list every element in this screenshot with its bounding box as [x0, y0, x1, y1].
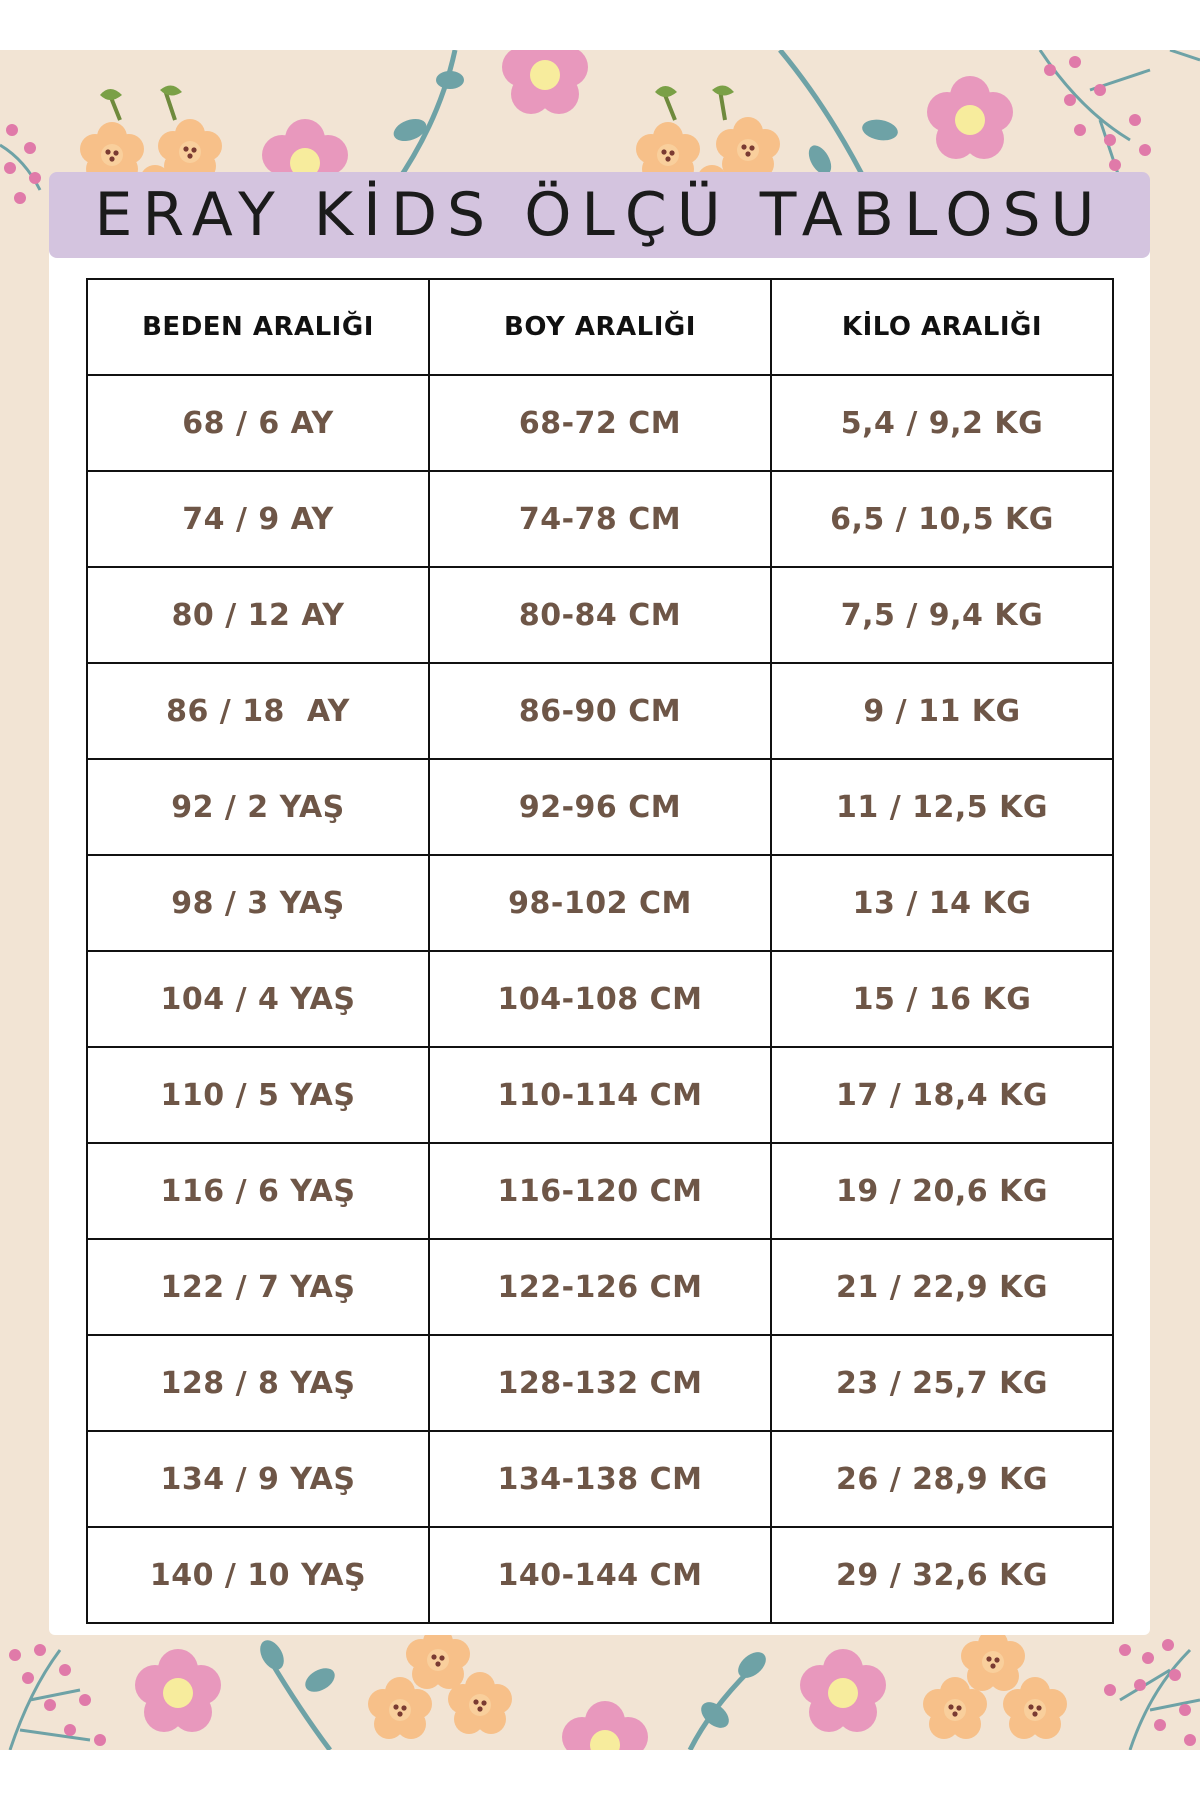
cell-kilo: 11 / 12,5 KG — [771, 759, 1113, 855]
table-row — [87, 759, 1113, 855]
cell-beden: 128 / 8 YAŞ — [87, 1335, 429, 1431]
table-row — [87, 1143, 1113, 1239]
cell-kilo: 19 / 20,6 KG — [771, 1143, 1113, 1239]
cell-boy: 128-132 CM — [429, 1335, 771, 1431]
table-row — [87, 1527, 1113, 1623]
cell-boy: 110-114 CM — [429, 1047, 771, 1143]
header-cell-kilo: KİLO ARALIĞI — [771, 279, 1113, 375]
cell-boy: 134-138 CM — [429, 1431, 771, 1527]
bottom-left-berry-branch-icon — [9, 1644, 106, 1750]
cell-beden: 68 / 6 AY — [87, 375, 429, 471]
cell-kilo: 9 / 11 KG — [771, 663, 1113, 759]
header-cell-beden: BEDEN ARALIĞI — [87, 279, 429, 375]
title-banner — [49, 172, 1150, 258]
cell-kilo: 17 / 18,4 KG — [771, 1047, 1113, 1143]
bottom-right-leaf-sprig-icon — [690, 1647, 771, 1750]
cell-boy: 104-108 CM — [429, 951, 771, 1047]
cell-boy: 122-126 CM — [429, 1239, 771, 1335]
cell-kilo: 6,5 / 10,5 KG — [771, 471, 1113, 567]
table-row — [87, 375, 1113, 471]
cell-beden: 74 / 9 AY — [87, 471, 429, 567]
cell-beden: 80 / 12 AY — [87, 567, 429, 663]
cell-boy: 140-144 CM — [429, 1527, 771, 1623]
cell-beden: 110 / 5 YAŞ — [87, 1047, 429, 1143]
cell-kilo: 21 / 22,9 KG — [771, 1239, 1113, 1335]
cell-kilo: 29 / 32,6 KG — [771, 1527, 1113, 1623]
header-cell-boy: BOY ARALIĞI — [429, 279, 771, 375]
cell-boy: 80-84 CM — [429, 567, 771, 663]
cell-boy: 98-102 CM — [429, 855, 771, 951]
cell-beden: 116 / 6 YAŞ — [87, 1143, 429, 1239]
cell-beden: 140 / 10 YAŞ — [87, 1527, 429, 1623]
bottom-right-berry-branch-icon — [1104, 1639, 1200, 1750]
cell-kilo: 13 / 14 KG — [771, 855, 1113, 951]
cell-beden: 104 / 4 YAŞ — [87, 951, 429, 1047]
table-row — [87, 855, 1113, 951]
cell-boy: 116-120 CM — [429, 1143, 771, 1239]
cell-beden: 86 / 18 AY — [87, 663, 429, 759]
table-row — [87, 1047, 1113, 1143]
cell-kilo: 23 / 25,7 KG — [771, 1335, 1113, 1431]
table-row — [87, 1335, 1113, 1431]
cell-beden: 98 / 3 YAŞ — [87, 855, 429, 951]
page-title: ERAY KİDS ÖLÇÜ TABLOSU — [94, 180, 1105, 250]
bottom-leaf-sprig-icon — [255, 1636, 339, 1750]
table-row — [87, 567, 1113, 663]
cell-boy: 86-90 CM — [429, 663, 771, 759]
top-right-berry-branch-icon — [1040, 50, 1151, 180]
size-chart-table — [86, 278, 1114, 1624]
cell-beden: 134 / 9 YAŞ — [87, 1431, 429, 1527]
table-row — [87, 951, 1113, 1047]
bottom-orange-flowers-icon — [368, 1627, 512, 1739]
top-left-berry-branch-icon — [0, 124, 41, 204]
cell-beden: 92 / 2 YAŞ — [87, 759, 429, 855]
cell-boy: 68-72 CM — [429, 375, 771, 471]
cell-kilo: 7,5 / 9,4 KG — [771, 567, 1113, 663]
table-row — [87, 663, 1113, 759]
cell-kilo: 15 / 16 KG — [771, 951, 1113, 1047]
table-row — [87, 1431, 1113, 1527]
bottom-right-orange-flowers-icon — [923, 1629, 1067, 1739]
table-row — [87, 1239, 1113, 1335]
cell-kilo: 26 / 28,9 KG — [771, 1431, 1113, 1527]
table-row — [87, 471, 1113, 567]
cell-kilo: 5,4 / 9,2 KG — [771, 375, 1113, 471]
cell-boy: 92-96 CM — [429, 759, 771, 855]
table-header-row — [87, 279, 1113, 375]
poster-background — [0, 50, 1200, 1750]
cell-beden: 122 / 7 YAŞ — [87, 1239, 429, 1335]
cell-boy: 74-78 CM — [429, 471, 771, 567]
